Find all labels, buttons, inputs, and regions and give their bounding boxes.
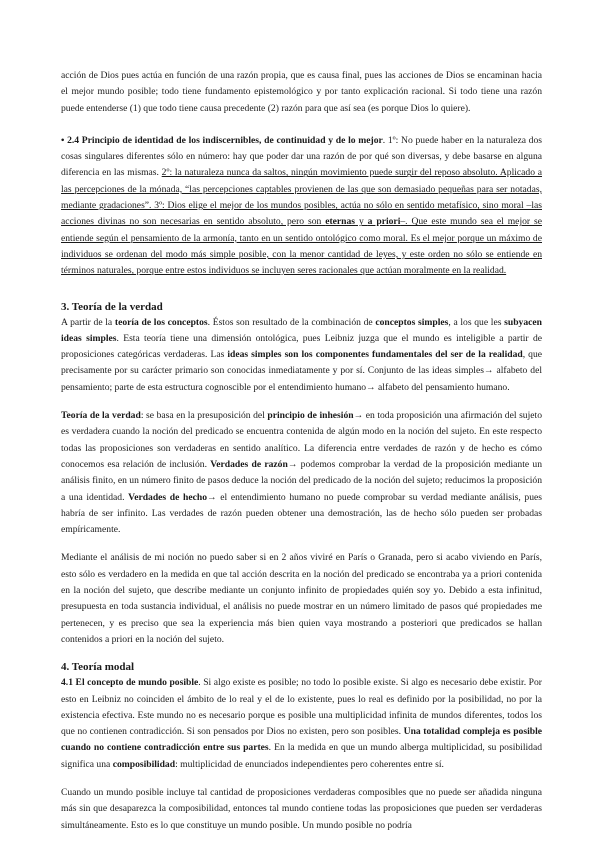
section-heading-truth: 3. Teoría de la verdad: [61, 300, 163, 313]
paragraph-example: Mediante el análisis de mi noción no puedo saber si en 2 años viviré en París o Granada, pero si acabo viviendo en París, esto sólo es verdadero en la medida en que tal acción descrita en la noción del predicado se encontraba ya a priori contenida en la noción del sujeto, que describe mediante un conjunto infinito de propiedades quién soy yo. Debido a esta infinitud, presupuesta en toda sustancia individual, el análisis no puede mostrar en un número limitado de pasos qué propiedades me pertenecen, y es preciso que sea la experiencia más bien quien vaya mostrando a posteriori que predicados se hallan contenidos a priori en la noción del sujeto.: [61, 552, 542, 645]
paragraph-compossibility: Cuando un mundo posible incluye tal cantidad de proposiciones verdaderas composibles que no puede ser añadida ninguna más sin que desaparezca la composibilidad, entonces tal mundo contiene todas las proposiciones que pueden ser verdaderas simultáneamente. Esto es lo que constituye un mundo posible. Un mundo posible no podría: [61, 786, 542, 831]
spacer: [61, 396, 542, 408]
bold-term: conceptos simples: [375, 316, 449, 328]
spacer: [61, 280, 542, 300]
text-span: , a los que les: [448, 316, 505, 328]
bold-term: composibilidad: [112, 758, 176, 770]
spacer: [61, 648, 542, 660]
text-span: : multiplicidad de enunciados independientes pero coherentes entre sí.: [175, 758, 444, 770]
text-span: . 1º: No puede haber en la naturaleza dos cosas singulares diferentes sólo en número: hay que poder dar una razón de por qué son diversas, y debe basarse en alguna diferencia en las mismas.: [61, 134, 543, 179]
principle-title: Principio de identidad de los indiscernibles, de continuidad y de lo mejor: [81, 134, 383, 146]
text-span: , que precisamente por su carácter primario son conocidas inmediatamente y por sí. Conjunto de las ideas simples→ alfabeto del pensamiento; parte de esta estructura cognoscible por el entendimiento humano→ alfabeto del pensamiento humano.: [61, 349, 542, 393]
bold-term: Una totalidad compleja es posible cuando no contiene contradicción entre sus partes: [61, 726, 542, 754]
underlined-text: –. Que este mundo sea el mejor se entiende según el pensamiento de la armonía, tanto en un sentido ontológico como moral. Es el mejor porque un máximo de individuos se ordenan del modo más simple posible, con la menor cantidad de leyes, y este orden no sólo se entiende en términos naturales, porque entre estos individuos se incluyen seres racionales que actúan moralmente en la realidad.: [61, 216, 542, 277]
bullet-label: • 2.4: [61, 134, 80, 146]
bold-term: Verdades de hecho: [128, 491, 208, 503]
underlined-bold: eternas: [325, 216, 356, 228]
paragraph-continuation: acción de Dios pues actúa en función de una razón propia, que es causa final, pues las acciones de Dios se encaminan hacia el mejor mundo posible; todo tiene fundamento epistemológico y por tanto explicación racional. Si todo tiene una razón puede entenderse (1) que todo tiene causa precedente (2) razón para que así sea (es porque Dios lo quiere).: [61, 70, 542, 114]
text-span: . Esta teoría tiene una dimensión ontológica, pues Leibniz juzga que el mundo es inteligible a partir de proposiciones categóricas verdaderas. Las: [61, 332, 542, 361]
text-span: → en toda proposición una afirmación del sujeto es verdadera cuando la noción del predicado se encuentra contenida de algún modo en la noción del sujeto. En este respecto todas las proposiciones son verdaderas en sentido analítico. La diferencia entre verdades de razón y de hecho es cómo conocemos esa relación de inclusión.: [61, 410, 542, 470]
bold-term: subyacen ideas simples: [61, 316, 542, 344]
spacer: [61, 773, 542, 785]
bold-term: Verdades de razón: [210, 458, 288, 470]
text-span: A partir de la: [61, 316, 115, 328]
underlined-text: 2º: la naturaleza nunca da saltos, ningún movimiento puede surgir del reposo absoluto. Aplicado a las percepciones de la mónada, “las percepciones captables provienen de las que son demasiado pequeñas para ser notadas, mediante gradaciones”. 3º: Dios elige el mejor de los mundos posibles, actúa no sólo en sentido metafísico, sino moral –las acciones divinas no son necesarias en sentido absoluto, pero son: [61, 167, 543, 228]
text-span: . En la medida en que un mundo alberga multiplicidad, su posibilidad significa una: [61, 742, 543, 770]
section-heading-modal: 4. Teoría modal: [61, 661, 135, 674]
paragraph-theory-of-truth: [61, 408, 542, 538]
text-span: : se basa en la presuposición del: [140, 410, 268, 422]
paragraph-possible-world: [61, 675, 542, 773]
bold-term: 4.1 El concepto de mundo posible: [61, 677, 199, 689]
paragraph-principles: [61, 133, 542, 280]
bold-term: ideas simples son los componentes fundamentales del ser de la realidad: [227, 349, 523, 361]
underlined-text: y: [355, 216, 368, 228]
bold-term: principio de inhesión: [267, 410, 354, 422]
text-span: → podemos comprobar la verdad de la proposición mediante un análisis finito, en un número finito de pasos deduce la noción del predicado de la noción del sujeto; reducimos la proposición a una identidad.: [61, 458, 543, 503]
underlined-bold: a priori: [367, 216, 401, 228]
spacer: [61, 117, 542, 133]
bold-term: teoría de los conceptos: [114, 316, 208, 328]
text-span: . Si algo existe es posible; no todo lo posible existe. Si algo es necesario debe existir. Por esto en Leibniz no coinciden el ámbito de lo real y el de lo existente, pues lo real es definido por la posibilidad, no por la existencia efectiva. Este mundo no es necesario porque es posible una multiplicidad infinita de mundos diferentes, todos los que no contienen contradicción. Si son pensados por Dios no existen, pero son posibles.: [61, 677, 543, 738]
bold-term: Teoría de la verdad: [61, 410, 141, 422]
paragraph-concepts: [61, 315, 542, 396]
spacer: [61, 538, 542, 550]
text-span: → el entendimiento humano no puede comprobar su verdad mediante análisis, pues habría de ser infinito. Las verdades de razón pueden obtener una demostración, las de hecho sólo pueden ser probadas empíricamente.: [61, 491, 542, 536]
text-span: . Éstos son resultado de la combinación de: [207, 316, 376, 328]
